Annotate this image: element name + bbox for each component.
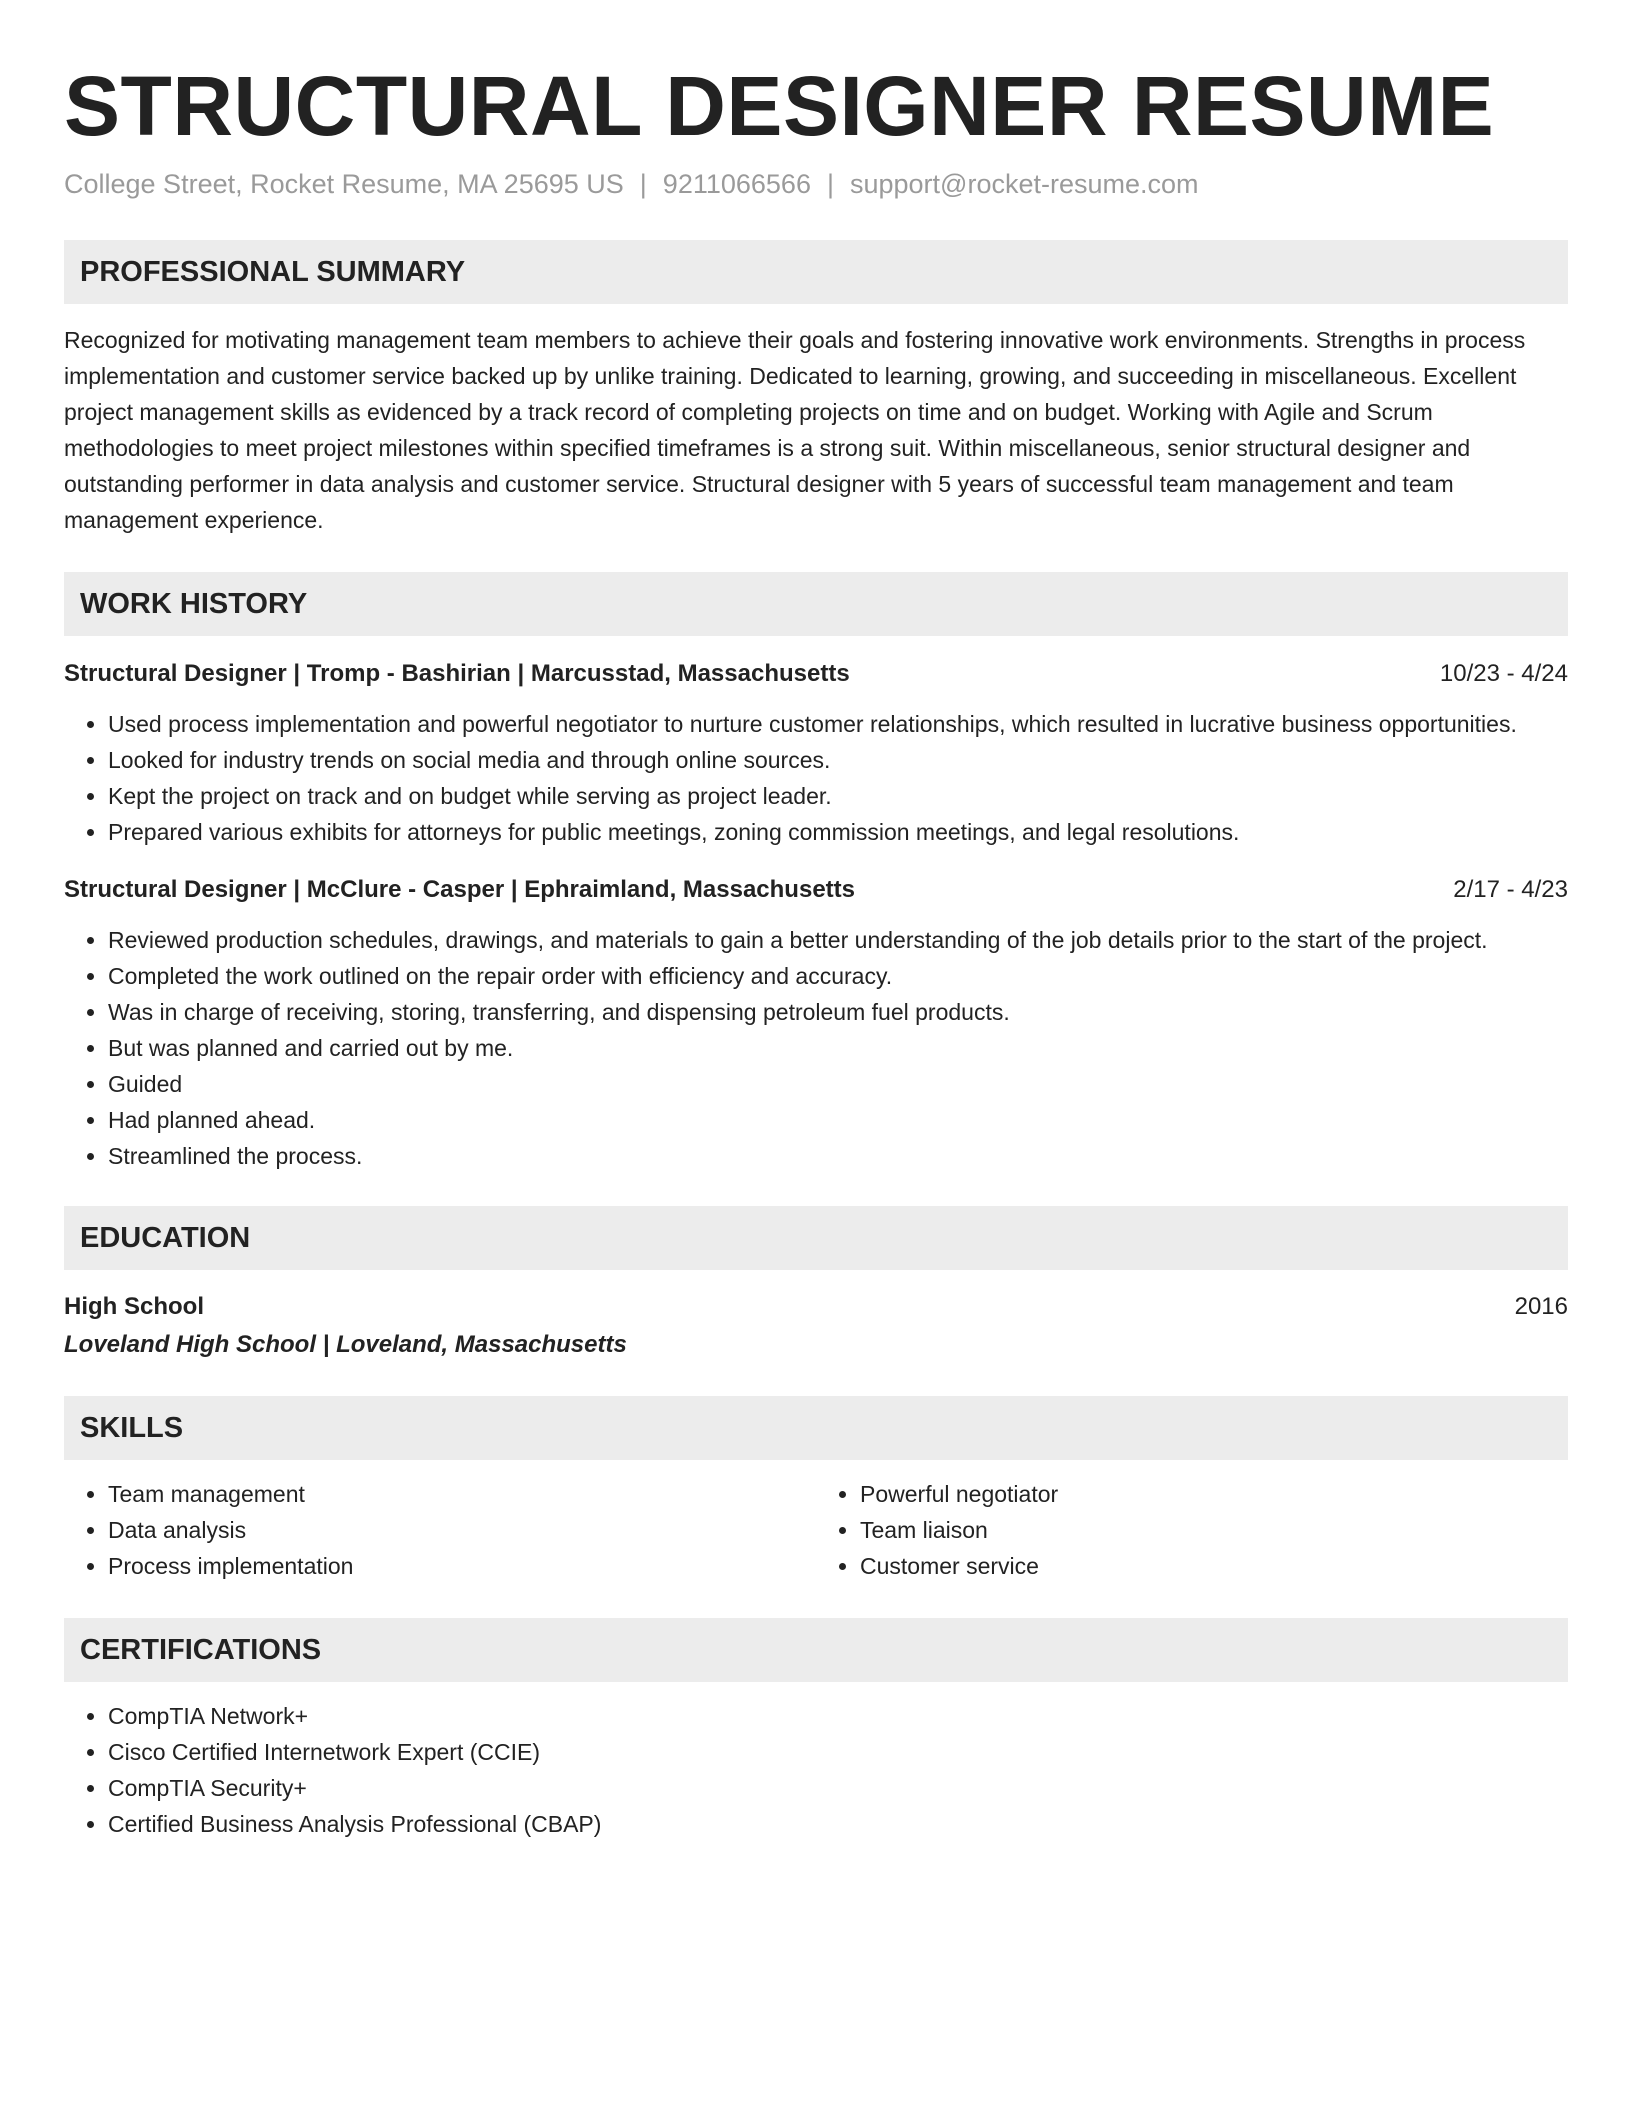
certification-item: • Certified Business Analysis Professional (CBAP) xyxy=(108,1806,1568,1842)
job-bullet: • Used process implementation and powerful negotiator to nurture customer relationships, which resulted in lucrative business opportunities. xyxy=(108,706,1568,742)
skills-heading: SKILLS xyxy=(64,1396,1568,1460)
job-heading: Structural Designer | Tromp - Bashirian | Marcusstad, Massachusetts xyxy=(64,660,850,687)
education-section xyxy=(64,1206,1568,1364)
job-bullet: • Guided xyxy=(108,1066,1568,1102)
job-bullet: • Had planned ahead. xyxy=(108,1102,1568,1138)
education-school: Loveland High School | Loveland, Massachusetts xyxy=(64,1331,627,1358)
education-degree: High School xyxy=(64,1293,204,1320)
skill-item: • Process implementation xyxy=(108,1548,816,1584)
work-history-section xyxy=(64,572,1568,1174)
job-bullet: • Prepared various exhibits for attorneys for public meetings, zoning commission meetings, and legal resolutions. xyxy=(108,814,1568,850)
summary-text: Recognized for motivating management team members to achieve their goals and fostering innovative work environments. Strengths in process implementation and customer service backed up by unlike training. Dedicated to learning, growing, and succeeding in miscellaneous. Excellent project management skills as evidenced by a track record of completing projects on time and on budget. Working with Agile and Scrum methodologies to meet project milestones within specified timeframes is a strong suit. Within miscellaneous, senior structural designer and outstanding performer in data analysis and customer service. Structural designer with 5 years of successful team management and team management experience. xyxy=(64,327,1526,533)
job-bullet: • Was in charge of receiving, storing, transferring, and dispensing petroleum fuel products. xyxy=(108,994,1568,1030)
certification-item: • Cisco Certified Internetwork Expert (CCIE) xyxy=(108,1734,1568,1770)
job-entry xyxy=(64,656,1568,850)
certifications-section xyxy=(64,1618,1568,1842)
job-bullet: • Streamlined the process. xyxy=(108,1138,1568,1174)
job-bullets xyxy=(64,706,1568,850)
job-bullets xyxy=(64,922,1568,1174)
skill-item: • Team liaison xyxy=(860,1512,1568,1548)
certification-item: • CompTIA Network+ xyxy=(108,1698,1568,1734)
skill-item: • Data analysis xyxy=(108,1512,816,1548)
job-bullet: • Reviewed production schedules, drawings, and materials to gain a better understanding of the job details prior to the start of the project. xyxy=(108,922,1568,958)
work-history-heading: WORK HISTORY xyxy=(64,572,1568,636)
job-dates: 2/17 - 4/23 xyxy=(1453,876,1568,903)
education-header xyxy=(64,1288,1568,1326)
job-dates: 10/23 - 4/24 xyxy=(1439,660,1568,687)
skills-grid xyxy=(64,1476,1568,1584)
contact-phone: 9211066566 xyxy=(662,169,811,199)
skill-item: • Powerful negotiator xyxy=(860,1476,1568,1512)
certifications-heading: CERTIFICATIONS xyxy=(64,1618,1568,1682)
education-year: 2016 xyxy=(1514,1293,1568,1320)
resume-title: STRUCTURAL DESIGNER RESUME xyxy=(64,59,1495,153)
job-entry xyxy=(64,872,1568,1174)
contact-email: support@rocket-resume.com xyxy=(849,169,1199,199)
resume-page xyxy=(64,56,1568,1842)
job-heading: Structural Designer | McClure - Casper | Ephraimland, Massachusetts xyxy=(64,876,855,903)
certification-item: • CompTIA Security+ xyxy=(108,1770,1568,1806)
job-bullet: • But was planned and carried out by me. xyxy=(108,1030,1568,1066)
skill-item: • Customer service xyxy=(860,1548,1568,1584)
skills-column-left xyxy=(64,1476,816,1584)
contact-separator: | xyxy=(639,169,647,199)
education-heading: EDUCATION xyxy=(64,1206,1568,1270)
summary-section xyxy=(64,240,1568,538)
job-header xyxy=(64,872,1568,908)
job-bullet: • Completed the work outlined on the repair order with efficiency and accuracy. xyxy=(108,958,1568,994)
contact-separator: | xyxy=(826,169,834,199)
job-header xyxy=(64,656,1568,692)
education-entry xyxy=(64,1288,1568,1364)
job-bullet: • Looked for industry trends on social media and through online sources. xyxy=(108,742,1568,778)
summary-heading: PROFESSIONAL SUMMARY xyxy=(64,240,1568,304)
skills-column-right xyxy=(816,1476,1568,1584)
job-bullet: • Kept the project on track and on budget while serving as project leader. xyxy=(108,778,1568,814)
skills-section xyxy=(64,1396,1568,1584)
contact-line xyxy=(64,166,1568,202)
contact-address: College Street, Rocket Resume, MA 25695 US xyxy=(64,169,624,199)
skill-item: • Team management xyxy=(108,1476,816,1512)
certifications-list xyxy=(64,1698,1568,1842)
